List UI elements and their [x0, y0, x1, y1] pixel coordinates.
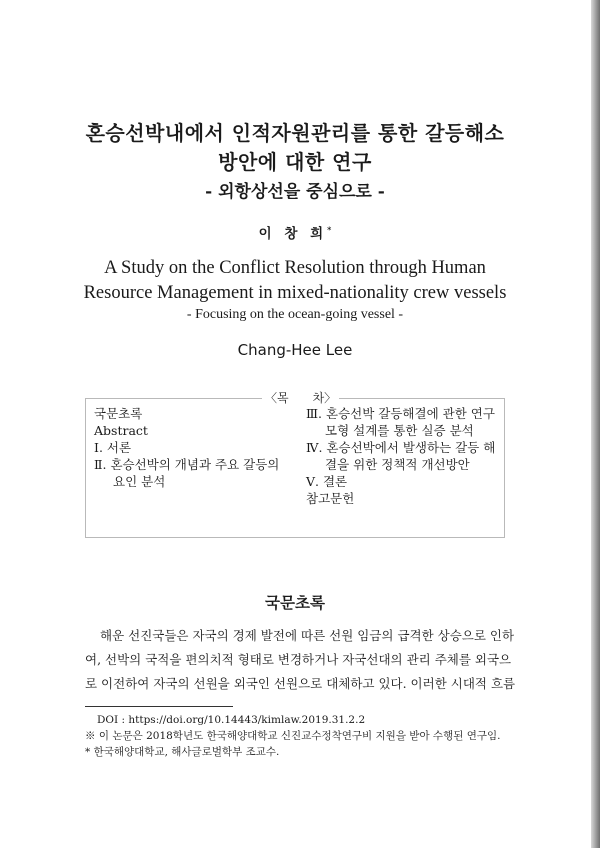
korean-subtitle: - 외항상선을 중심으로 - — [205, 182, 385, 202]
abstract-line: 해운 선진국들은 자국의 경제 발전에 따른 선원 임금의 급격한 상승으로 인하 — [100, 628, 515, 643]
table-of-contents-label: 〈목 차〉 — [262, 389, 339, 406]
toc-item: 결을 위한 정책적 개선방안 — [325, 457, 470, 472]
korean-title-line1: 혼승선박내에서 인적자원관리를 통한 갈등해소 — [85, 121, 505, 145]
abstract-body — [85, 624, 516, 696]
english-title-line2: Resource Management in mixed-nationality crew vessels — [83, 283, 507, 303]
toc-item: Ⅲ. 혼승선박 갈등해결에 관한 연구 — [306, 406, 495, 421]
toc-item: 요인 분석 — [113, 474, 166, 489]
toc-item: Ⅱ. 혼승선박의 개념과 주요 갈등의 — [94, 457, 280, 472]
toc-left-column — [94, 405, 279, 490]
toc-item: 국문초록 — [94, 406, 143, 421]
toc-right-column — [306, 405, 495, 507]
korean-title-line2: 방안에 대한 연구 — [218, 150, 372, 174]
footnotes — [85, 712, 500, 760]
abstract-line: 여, 선박의 국적을 편의치적 형태로 변경하거나 자국선대의 관리 주체를 외국으 — [85, 652, 512, 667]
korean-author — [0, 222, 590, 242]
funding-footnote: ※ 이 논문은 2018학년도 한국해양대학교 신진교수정착연구비 지원을 받아 수행된 연구임. — [85, 730, 501, 742]
abstract-line: 로 이전하여 자국의 선원을 외국인 선원으로 대체하고 있다. 이러한 시대적 흐름 — [85, 676, 516, 691]
toc-item: 모형 설계를 통한 실증 분석 — [325, 423, 474, 438]
toc-item: Ⅴ. 결론 — [306, 474, 348, 489]
english-subtitle: - Focusing on the ocean-going vessel - — [186, 307, 404, 322]
toc-item: Ⅳ. 혼승선박에서 발생하는 갈등 해 — [306, 440, 496, 455]
toc-item: 참고문헌 — [306, 491, 355, 506]
footnote-divider — [85, 706, 233, 707]
english-author: Chang-Hee Lee — [237, 341, 353, 359]
toc-item: Abstract — [94, 423, 148, 438]
korean-author-name: 이 창 희 — [258, 226, 328, 242]
author-footnote-mark: * — [327, 224, 332, 235]
abstract-heading: 국문초록 — [265, 593, 325, 612]
author-footnote: * 한국해양대학교, 해사글로벌학부 조교수. — [85, 746, 280, 758]
toc-item: Ⅰ. 서론 — [94, 440, 132, 455]
doi-line: DOI : https://doi.org/10.14443/kimlaw.2019.31.2.2 — [97, 714, 366, 726]
english-title-line1: A Study on the Conflict Resolution through Human — [104, 258, 486, 278]
page-edge-shadow — [591, 0, 600, 848]
